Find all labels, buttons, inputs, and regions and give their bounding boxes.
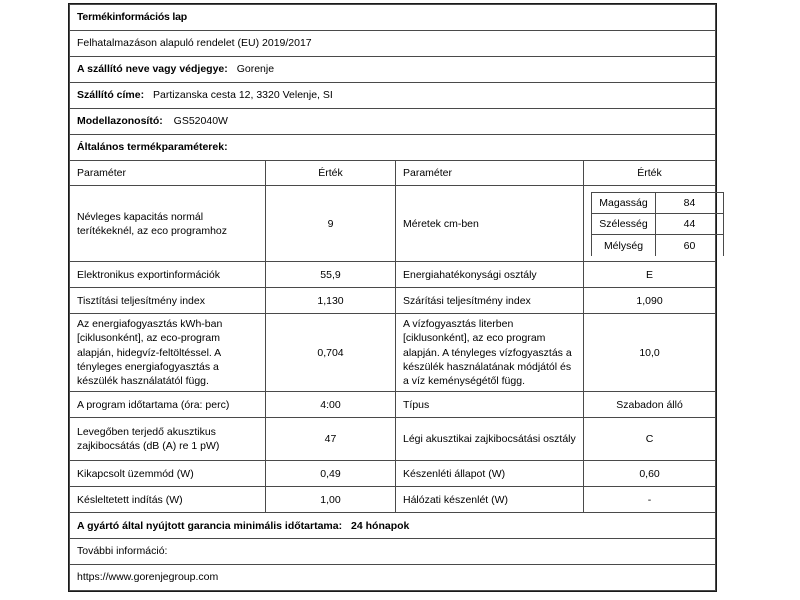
- dimension-row-width: [592, 214, 724, 235]
- table-row: [70, 186, 716, 262]
- row-0-right-param: Méretek cm-ben: [396, 186, 584, 262]
- model-row: [70, 108, 716, 134]
- table-row: [70, 288, 716, 314]
- row-4-right-value: Szabadon álló: [584, 392, 716, 418]
- general-parameters-section: [70, 134, 716, 160]
- dimension-row-height: [592, 193, 724, 214]
- table-row: [70, 392, 716, 418]
- row-5-right-value: C: [584, 418, 716, 461]
- row-3-right-value: 10,0: [584, 314, 716, 392]
- regulation-subtitle: Felhatalmazáson alapuló rendelet (EU) 2019/2017: [70, 30, 716, 56]
- dimension-row-depth: [592, 235, 724, 256]
- header-param-left: Paraméter: [70, 160, 266, 186]
- row-6-right-value: 0,60: [584, 461, 716, 487]
- supplier-label: A szállító neve vagy védjegye:: [77, 63, 228, 76]
- row-1-right-value: E: [584, 262, 716, 288]
- row-1-right-param: Energiahatékonysági osztály: [396, 262, 584, 288]
- more-info-row: [70, 539, 716, 565]
- supplier-value: Gorenje: [236, 63, 275, 76]
- table-row: [70, 461, 716, 487]
- row-4-left-value: 4:00: [266, 392, 396, 418]
- warranty-row: [70, 513, 716, 539]
- address-value: Partizanska cesta 12, 3320 Velenje, SI: [153, 89, 333, 102]
- row-2-left-value: 1,130: [266, 288, 396, 314]
- dimension-label-height: Magasság: [592, 193, 656, 214]
- dimension-label-width: Szélesség: [592, 214, 656, 235]
- url-row: [70, 565, 716, 591]
- row-6-left-value: 0,49: [266, 461, 396, 487]
- row-5-left-param: Levegőben terjedő akusztikus zajkibocsátás (dB (A) re 1 pW): [70, 418, 266, 461]
- dimension-value-height: 84: [656, 193, 724, 214]
- row-6-left-param: Kikapcsolt üzemmód (W): [70, 461, 266, 487]
- model-value: GS52040W: [173, 115, 228, 128]
- row-0-left-param: Névleges kapacitás normál terítékeknél, az eco programhoz: [70, 186, 266, 262]
- address-row: [70, 82, 716, 108]
- product-information-sheet: [68, 3, 717, 592]
- table-row: [70, 262, 716, 288]
- row-3-left-value: 0,704: [266, 314, 396, 392]
- table-row: [70, 487, 716, 513]
- row-5-left-value: 47: [266, 418, 396, 461]
- row-4-right-param: Típus: [396, 392, 584, 418]
- product-sheet-table: [69, 4, 716, 591]
- dimension-value-depth: 60: [656, 235, 724, 256]
- supplier-website-url[interactable]: https://www.gorenjegroup.com: [70, 565, 716, 591]
- row-2-left-param: Tisztítási teljesítmény index: [70, 288, 266, 314]
- row-6-right-param: Készenléti állapot (W): [396, 461, 584, 487]
- warranty-label: A gyártó által nyújtott garancia minimális időtartama:: [77, 519, 343, 532]
- row-7-right-param: Hálózati készenlét (W): [396, 487, 584, 513]
- dimension-value-width: 44: [656, 214, 724, 235]
- table-header-row: [70, 160, 716, 186]
- title-row: [70, 5, 716, 31]
- header-value-right: Érték: [584, 160, 716, 186]
- supplier-row: [70, 56, 716, 82]
- row-0-left-value: 9: [266, 186, 396, 262]
- row-2-right-value: 1,090: [584, 288, 716, 314]
- warranty-value: 24 hónapok: [351, 519, 410, 532]
- header-value-left: Érték: [266, 160, 396, 186]
- subtitle-row: [70, 30, 716, 56]
- row-5-right-param: Légi akusztikai zajkibocsátási osztály: [396, 418, 584, 461]
- dimension-label-depth: Mélység: [592, 235, 656, 256]
- table-row: [70, 314, 716, 392]
- table-row: [70, 418, 716, 461]
- row-2-right-param: Szárítási teljesítmény index: [396, 288, 584, 314]
- row-7-right-value: -: [584, 487, 716, 513]
- page-title: Termékinformációs lap: [70, 5, 716, 31]
- row-4-left-param: A program időtartama (óra: perc): [70, 392, 266, 418]
- row-1-left-param: Elektronikus exportinformációk: [70, 262, 266, 288]
- row-3-right-param: A vízfogyasztás literben [ciklusonként], az eco program alapján. A tényleges vízfogyasztás a készülék használatának módjától és a víz keménységétől függ.: [396, 314, 584, 392]
- row-1-left-value: 55,9: [266, 262, 396, 288]
- address-label: Szállító címe:: [77, 89, 145, 102]
- row-3-left-param: Az energiafogyasztás kWh-ban [ciklusonként], az eco-program alapján, hidegvíz-feltöltéssel. A tényleges energiafogyasztás a készülék használatától függ.: [70, 314, 266, 392]
- more-info-label: További információ:: [70, 539, 716, 565]
- section-label: Általános termékparaméterek:: [70, 134, 716, 160]
- model-label: Modellazonosító:: [77, 115, 163, 128]
- row-7-left-value: 1,00: [266, 487, 396, 513]
- header-param-right: Paraméter: [396, 160, 584, 186]
- row-7-left-param: Késleltetett indítás (W): [70, 487, 266, 513]
- dimensions-table: [591, 192, 724, 256]
- dimensions-cell: [584, 186, 716, 262]
